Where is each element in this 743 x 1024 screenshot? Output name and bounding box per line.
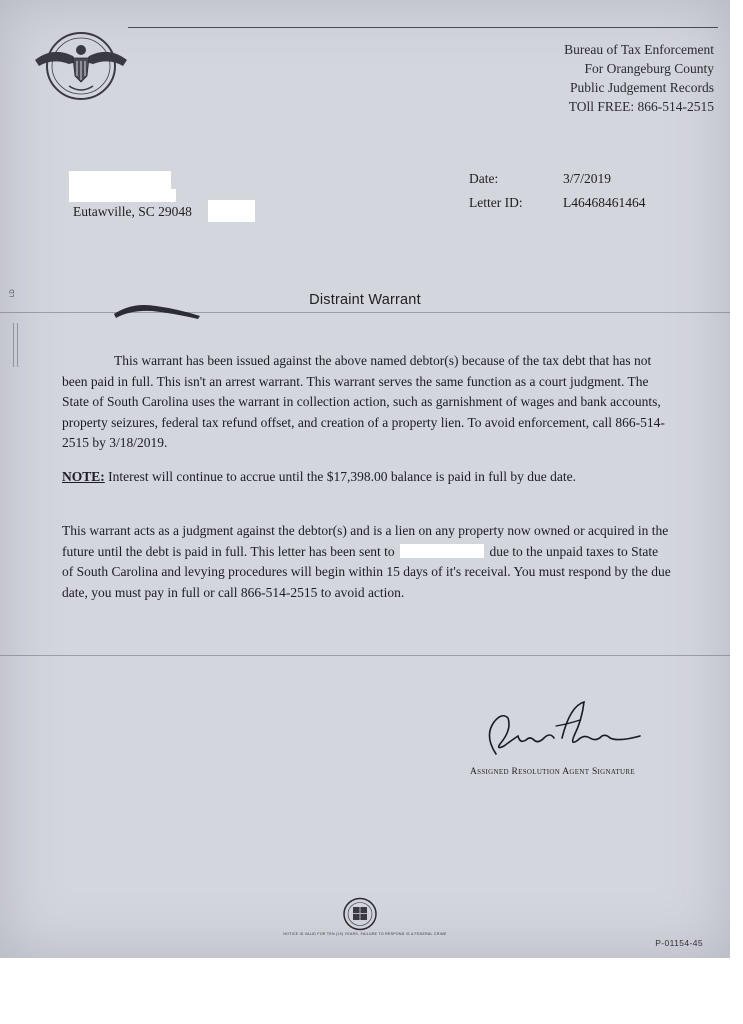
margin-edge-mark: LD — [10, 289, 16, 297]
agency-address-block — [564, 40, 714, 116]
letter-id-value: L46468461464 — [563, 195, 646, 210]
redacted-street — [69, 189, 176, 202]
eagle-seal-icon — [33, 30, 129, 102]
paper-fold-line — [0, 312, 730, 313]
redacted-recipient-inline — [400, 544, 484, 558]
footer-fine-print: NOTICE IS VALID FOR TEN (10) YEARS. FAILURE TO RESPOND IS A FEDERAL CRIME — [283, 932, 447, 936]
warrant-paragraph: This warrant has been issued against the above named debtor(s) because of the tax debt that has not been paid in full. This isn't an arrest warrant. This warrant serves the same function as a court judgment. The State of South Carolina uses the warrant in collection action, such as garnishment of wages and bank accounts, property seizures, federal tax refund offset, and creation of a property lien. To avoid enforcement, call 866-514-2515 by 3/18/2019. — [62, 353, 665, 450]
note-label: NOTE: — [62, 469, 105, 484]
lien-text-start: This warrant acts as a judgment against the debtor(s) and is a lien on any property now owned or acquired in the future until the debt is paid in full. This letter has been sent to — [62, 523, 669, 559]
recipient-city-state-zip: Eutawville, SC 29048 — [73, 204, 192, 219]
agency-department: Public Judgement Records — [570, 80, 714, 95]
date-label: Date: — [469, 171, 499, 186]
agency-name: Bureau of Tax Enforcement — [564, 42, 714, 57]
lien-text-end: due to the unpaid taxes to State of South Carolina and levying procedures will begin within 15 days of it's receival. You must respond by the due date, you must pay in full or call 866-514-2515 to avoid action. — [62, 543, 671, 600]
lien-paragraph — [62, 521, 672, 603]
note-paragraph — [62, 467, 672, 488]
form-code: P-01154-45 — [655, 938, 703, 948]
margin-edge-bar — [13, 323, 18, 367]
agency-county: For Orangeburg County — [584, 61, 714, 76]
agent-signature — [478, 696, 643, 764]
letter-meta — [469, 167, 646, 215]
date-value: 3/7/2019 — [563, 171, 612, 186]
letter-id-label: Letter ID: — [469, 195, 523, 210]
header-rule — [128, 27, 718, 28]
redacted-name — [69, 171, 171, 191]
date-row — [469, 167, 646, 191]
agency-toll-free: TOll FREE: 866-514-2515 — [568, 99, 714, 114]
redacted-zip-extension — [208, 200, 255, 222]
letter-id-row — [469, 191, 646, 215]
note-text: Interest will continue to accrue until the $17,398.00 balance is paid in full by due date. — [104, 469, 577, 484]
signature-caption: Assigned Resolution Agent Signature — [470, 767, 635, 777]
document-title: Distraint Warrant — [309, 292, 421, 308]
state-seal-icon — [342, 897, 378, 931]
paper-fold-line — [0, 655, 730, 656]
